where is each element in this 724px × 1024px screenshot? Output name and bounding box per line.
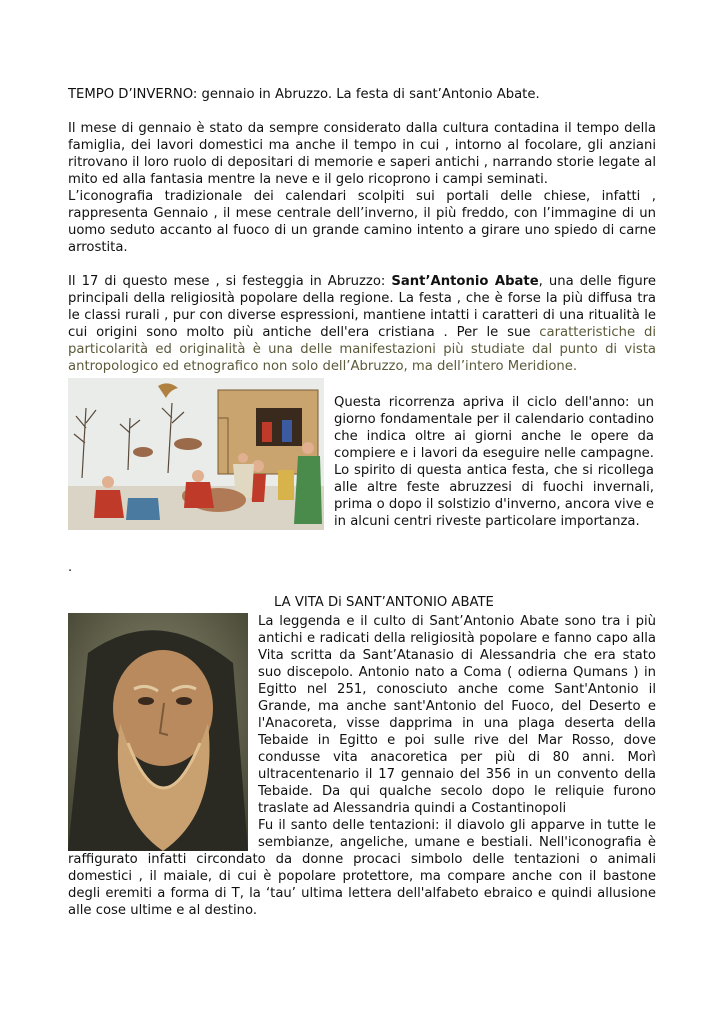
paragraph-festival <box>68 273 656 375</box>
page-title: TEMPO D’INVERNO: gennaio in Abruzzo. La festa di sant’Antonio Abate. <box>68 87 540 102</box>
section-title: LA VITA Di SANT’ANTONIO ABATE <box>274 595 494 610</box>
biography-section <box>68 613 656 919</box>
separator-dot: . <box>68 560 73 575</box>
paragraph-new-year: Questa ricorrenza apriva il ciclo dell'anno: un giorno fondamentale per il calendario contadino che indica oltre ai giorni anche le opere da compiere e i lavori da eseguire nelle campagne. Lo spirito di questa antica festa, che si ricollega alle altre feste abruzzesi di fuochi invernali, prima o dopo il solstizio d'inverno, ancora vive e in alcuni centri riveste particolare importanza. <box>334 395 654 529</box>
festival-highlight: caratteristiche di particolarità ed originalità è una delle manifestazioni più studiate dal punto di vista antropologico ed etnografico non solo dell’Abruzzo, ma dell’intero Meridione. <box>68 325 656 374</box>
calendar-illustration <box>68 378 324 530</box>
saint-portrait-image <box>68 613 248 851</box>
illustration-row <box>68 378 656 564</box>
document-page <box>68 86 656 564</box>
biography-paragraph-2: Fu il santo delle tentazioni: il diavolo gli apparve in tutte le sembianze, angeliche, umane e bestiali. Nell'iconografia è raffigurato infatti circondato da donne procaci simbolo delle tentazioni o animali domestici , il maiale, di cui è popolare protettore, ma compare anche con il bastone degli eremiti a forma di T, la ‘tau’ ultima lettera dell'alfabeto ebraico e quindi allusione alle cose ultime e al destino. <box>68 818 656 918</box>
paragraph-january: Il mese di gennaio è stato da sempre considerato dalla cultura contadina il tempo della famiglia, dei lavori domestici ma anche il tempo in cui , intorno al focolare, gli anziani ritrovano il loro ruolo di depositari di memorie e saperi antichi , narrando storie legate al mito ed alla fantasia mentre la neve e il gelo ricoprono i campi seminati. <box>68 121 656 187</box>
paragraph-iconography: L’iconografia tradizionale dei calendari scolpiti sui portali delle chiese, infatti , rappresenta Gennaio , il mese centrale dell’inverno, il più freddo, con l’immagine di un uomo seduto accanto al fuoco di un grande camino intento a girare uno spiedo di carne arrostita. <box>68 189 656 255</box>
festival-text-middle: , una delle figure principali della religiosità popolare della regione. La festa , che è forse la più diffusa tra le classi rurali , pur con diverse espressioni, mantiene intatti i caratteri di una ritualità le cui origini sono molto più antiche dell'era cristiana . Per le sue <box>68 274 656 340</box>
winter-scene-image <box>68 378 324 530</box>
festival-text-start: Il 17 di questo mese , si festeggia in Abruzzo: <box>68 274 392 289</box>
saint-name: Sant’Antonio Abate <box>391 274 539 289</box>
portrait-frame <box>68 613 248 851</box>
biography-paragraph-1: La leggenda e il culto di Sant’Antonio Abate sono tra i più antichi e radicati della religiosità popolare e fanno capo alla Vita scritta da Sant’Atanasio di Alessandria che era stato suo discepolo. Antonio nato a Coma ( odierna Qumans ) in Egitto nel 251, conosciuto anche come Sant'Antonio il Grande, ma anche sant'Antonio del Fuoco, del Deserto e l'Anacoreta, visse dapprima in una plaga deserta della Tebaide in Egitto e poi sulle rive del Mar Rosso, dove condusse vita anacoretica per più di 80 anni. Morì ultracentenario il 17 gennaio del 356 in un convento della Tebaide. Da qui qualche secolo dopo le reliquie furono traslate ad Alessandria quindi a Costantinopoli <box>258 614 656 816</box>
